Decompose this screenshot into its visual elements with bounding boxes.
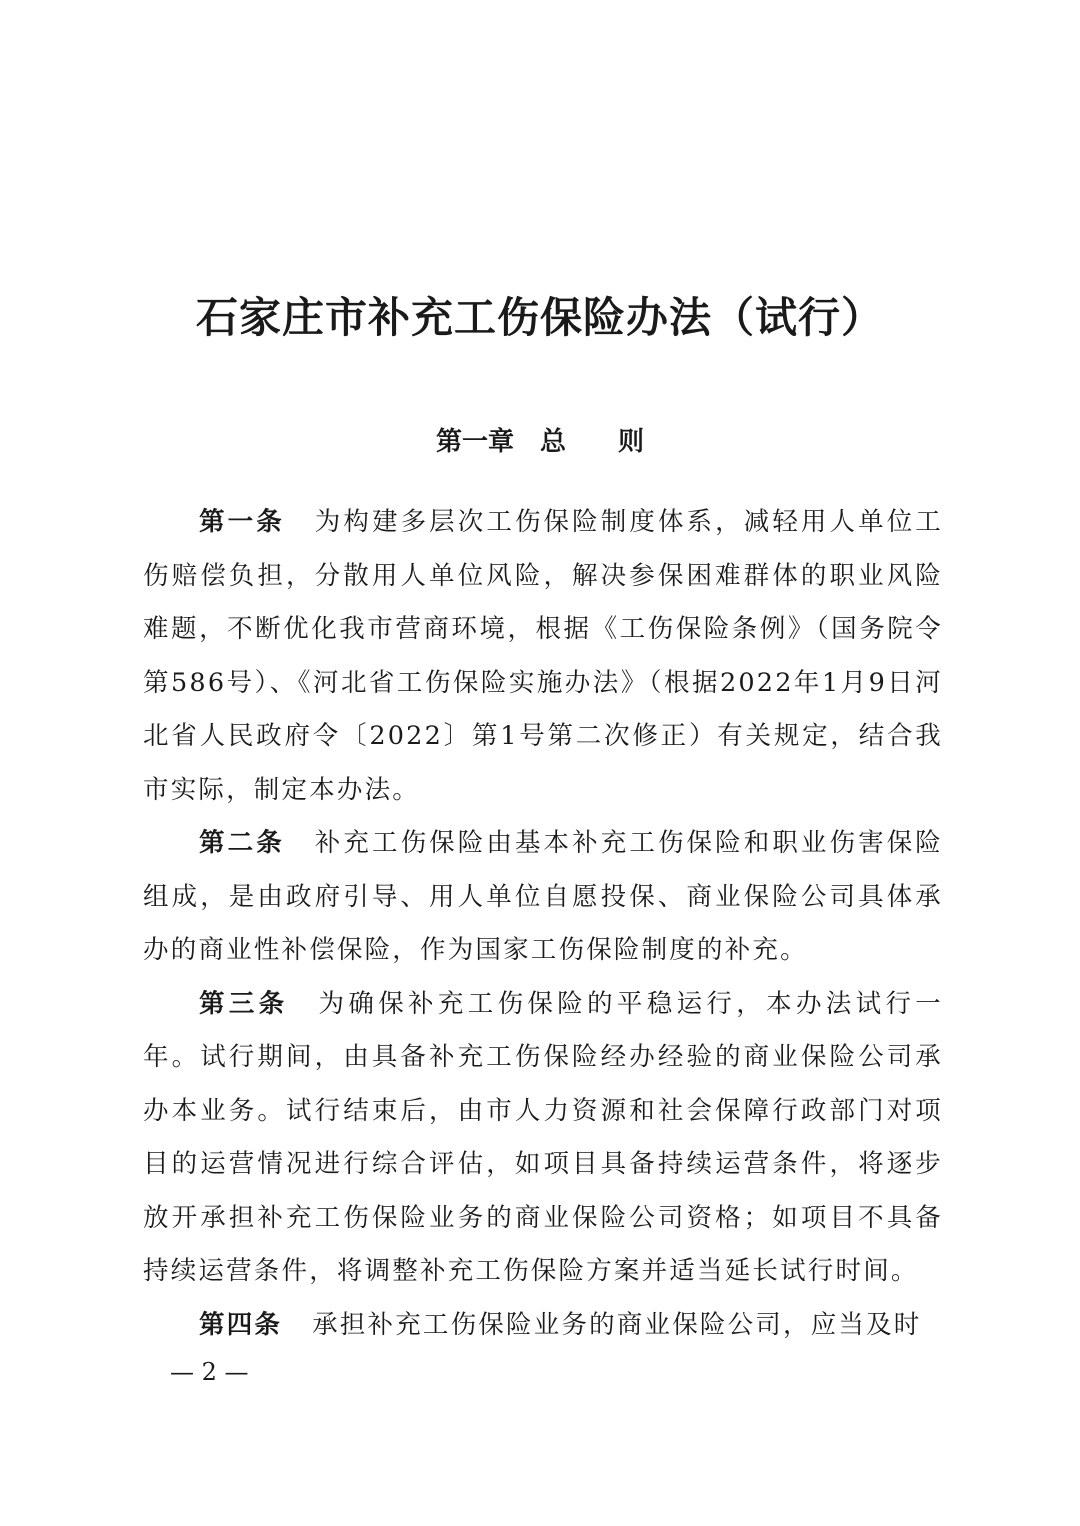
article-text: 为构建多层次工伤保险制度体系，减轻用人单位工伤赔偿负担，分散用人单位风险，解决参保困难群体的职业风险难题，不断优化我市营商环境，根据《工伤保险条例》（国务院令第586号）、《河北省工伤保险实施办法》（根据2022年1月9日河北省人民政府令〔2022〕第1号第二次修正）有关规定，结合我市实际，制定本办法。 <box>143 507 943 805</box>
article-label: 第二条 <box>199 828 285 858</box>
article-1 <box>143 496 943 817</box>
article-4 <box>143 1299 943 1353</box>
article-text: 为确保补充工伤保险的平稳运行，本办法试行一年。试行期间，由具备补充工伤保险经办经验的商业保险公司承办本业务。试行结束后，由市人力资源和社会保障行政部门对项目的运营情况进行综合评估，如项目具备持续运营条件，将逐步放开承担补充工伤保险业务的商业保险公司资格；如项目不具备持续运营条件，将调整补充工伤保险方案并适当延长试行时间。 <box>143 988 944 1286</box>
article-text: 承担补充工伤保险业务的商业保险公司，应当及时 <box>312 1309 922 1340</box>
article-label: 第一条 <box>199 507 285 537</box>
document-title: 石家庄市补充工伤保险办法（试行） <box>195 293 884 342</box>
article-label: 第三条 <box>199 988 289 1019</box>
article-3 <box>143 978 943 1299</box>
document-body <box>143 496 943 1352</box>
article-2 <box>143 817 943 978</box>
article-label: 第四条 <box>199 1309 283 1340</box>
page-number: — 2 — <box>170 1358 249 1386</box>
chapter-heading: 第一章 总 则 <box>435 427 644 457</box>
article-text: 补充工伤保险由基本补充工伤保险和职业伤害保险组成，是由政府引导、用人单位自愿投保、商业保险公司具体承办的商业性补偿保险，作为国家工伤保险制度的补充。 <box>143 828 943 965</box>
